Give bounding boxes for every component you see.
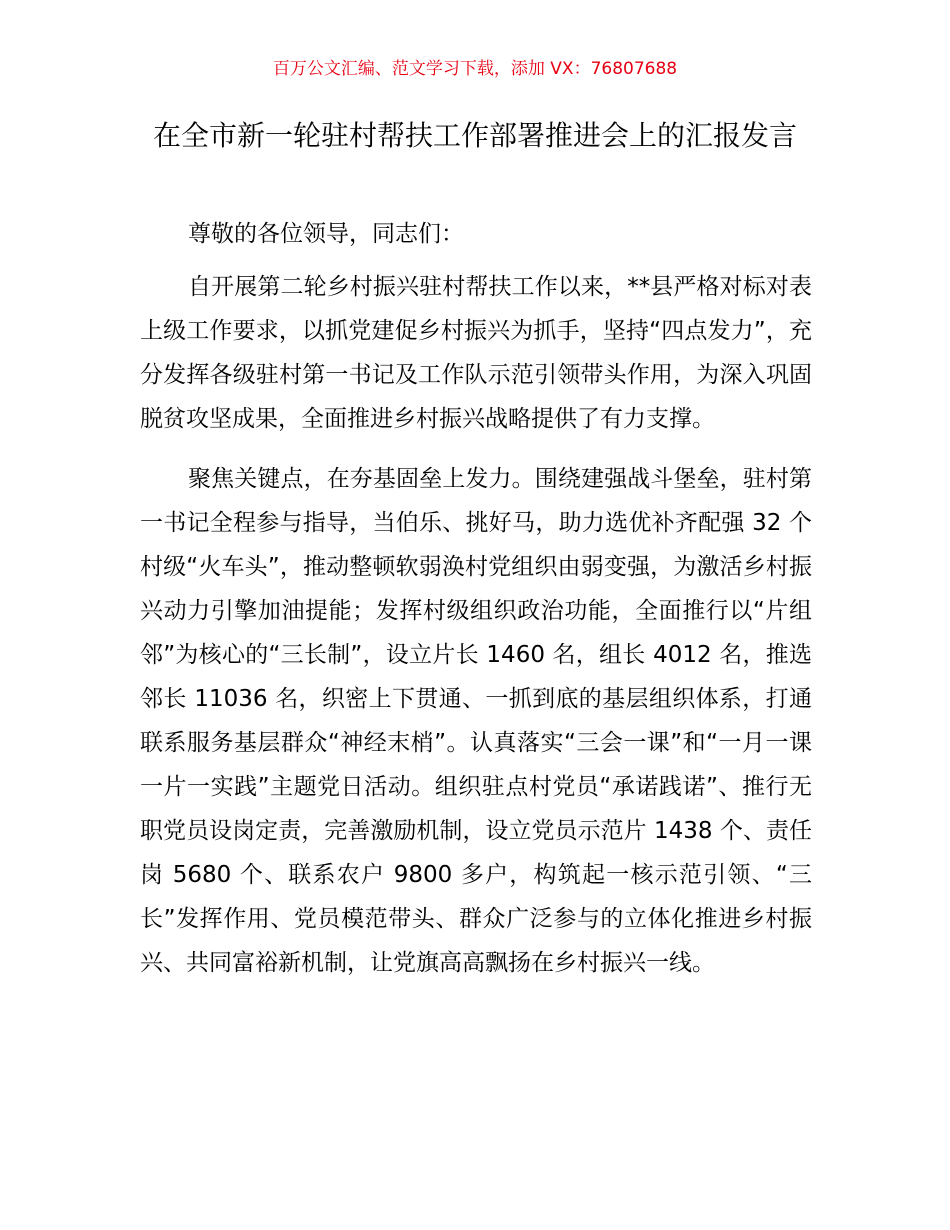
- paragraph-intro: 自开展第二轮乡村振兴驻村帮扶工作以来，**县严格对标对表上级工作要求，以抓党建促乡村振兴为抓手，坚持“四点发力”，充分发挥各级驻村第一书记及工作队示范引领带头作用，为深入巩固脱贫攻坚成果，全面推进乡村振兴战略提供了有力支撑。: [140, 274, 812, 432]
- greeting: 尊敬的各位领导，同志们：: [188, 221, 464, 247]
- document-body: [140, 212, 812, 1001]
- document-title: 在全市新一轮驻村帮扶工作部署推进会上的汇报发言: [152, 119, 797, 152]
- paragraph-key-point: 聚焦关键点，在夯基固垒上发力。围绕建强战斗堡垒，驻村第一书记全程参与指导，当伯乐、挑好马，助力选优补齐配强 32 个村级“火车头”，推动整顿软弱涣村党组织由弱变强，为激活乡村振兴动力引擎加油提能；发挥村级组织政治功能，全面推行以“片组邻”为核心的“三长制”，设立片长 1460 名，组长 4012 名，推选邻长 11036 名，织密上下贯通、一抓到底的基层组织体系，打通联系服务基层群众“神经末梢”。认真落实“三会一课”和“一月一课一片一实践”主题党日活动。组织驻点村党员“承诺践诺”、推行无职党员设岗定责，完善激励机制，设立党员示范片 1438 个、责任岗 5680 个、联系农户 9800 多户，构筑起一核示范引领、“三长”发挥作用、党员模范带头、群众广泛参与的立体化推进乡村振兴、共同富裕新机制，让党旗高高飘扬在乡村振兴一线。: [140, 466, 812, 976]
- watermark-header: 百万公文汇编、范文学习下载，添加 VX：76807688: [272, 59, 678, 79]
